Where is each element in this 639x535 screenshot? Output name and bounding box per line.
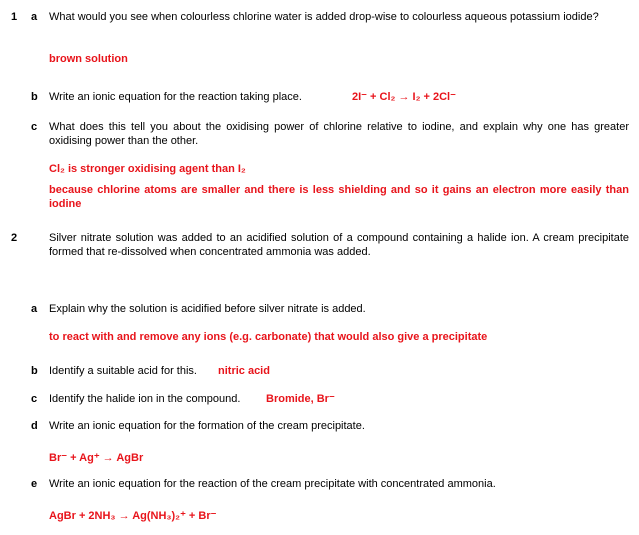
question-2a-label: a <box>31 303 38 315</box>
question-1c-text: What does this tell you about the oxidising power of chlorine relative to iodine, and explain why one has greater oxidising power than the other. <box>49 121 629 147</box>
question-1-number: 1 <box>11 11 18 23</box>
question-2c-answer: Bromide, Br⁻ <box>266 393 335 405</box>
question-2d-text: Write an ionic equation for the formation of the cream precipitate. <box>49 420 365 432</box>
question-2e-label: e <box>31 478 38 490</box>
question-1b-answer: 2I⁻ + Cl₂ → I₂ + 2Cl⁻ <box>352 91 456 103</box>
question-1a-answer: brown solution <box>49 53 128 65</box>
question-2-intro: Silver nitrate solution was added to an acidified solution of a compound containing a halide ion. A cream precipitate formed that re-dissolved when concentrated ammonia was added. <box>49 232 629 258</box>
question-2d-answer: Br⁻ + Ag⁺ → AgBr <box>49 452 144 464</box>
question-2a-answer: to react with and remove any ions (e.g. carbonate) that would also give a precipitate <box>49 331 488 343</box>
question-2-number: 2 <box>11 232 18 244</box>
question-1c-answer-2: because chlorine atoms are smaller and there is less shielding and so it gains an electron more easily than iodine <box>49 184 629 210</box>
question-1a-text: What would you see when colourless chlorine water is added drop-wise to colourless aqueous potassium iodide? <box>49 11 599 23</box>
question-2b-answer: nitric acid <box>218 365 270 377</box>
question-2e-text: Write an ionic equation for the reaction of the cream precipitate with concentrated ammonia. <box>49 478 496 490</box>
question-2d-label: d <box>31 420 38 432</box>
question-2b-label: b <box>31 365 38 377</box>
question-1c-answer-1: Cl₂ is stronger oxidising agent than I₂ <box>49 163 246 175</box>
question-2a-text: Explain why the solution is acidified before silver nitrate is added. <box>49 303 366 315</box>
question-1c-label: c <box>31 121 38 133</box>
question-2e-answer: AgBr + 2NH₃ → Ag(NH₃)₂⁺ + Br⁻ <box>49 510 217 522</box>
question-2c-text: Identify the halide ion in the compound. <box>49 393 241 405</box>
question-1a-label: a <box>31 11 38 23</box>
question-1b-text: Write an ionic equation for the reaction taking place. <box>49 91 302 103</box>
question-2c-label: c <box>31 393 38 405</box>
question-1b-label: b <box>31 91 38 103</box>
question-2b-text: Identify a suitable acid for this. <box>49 365 197 377</box>
